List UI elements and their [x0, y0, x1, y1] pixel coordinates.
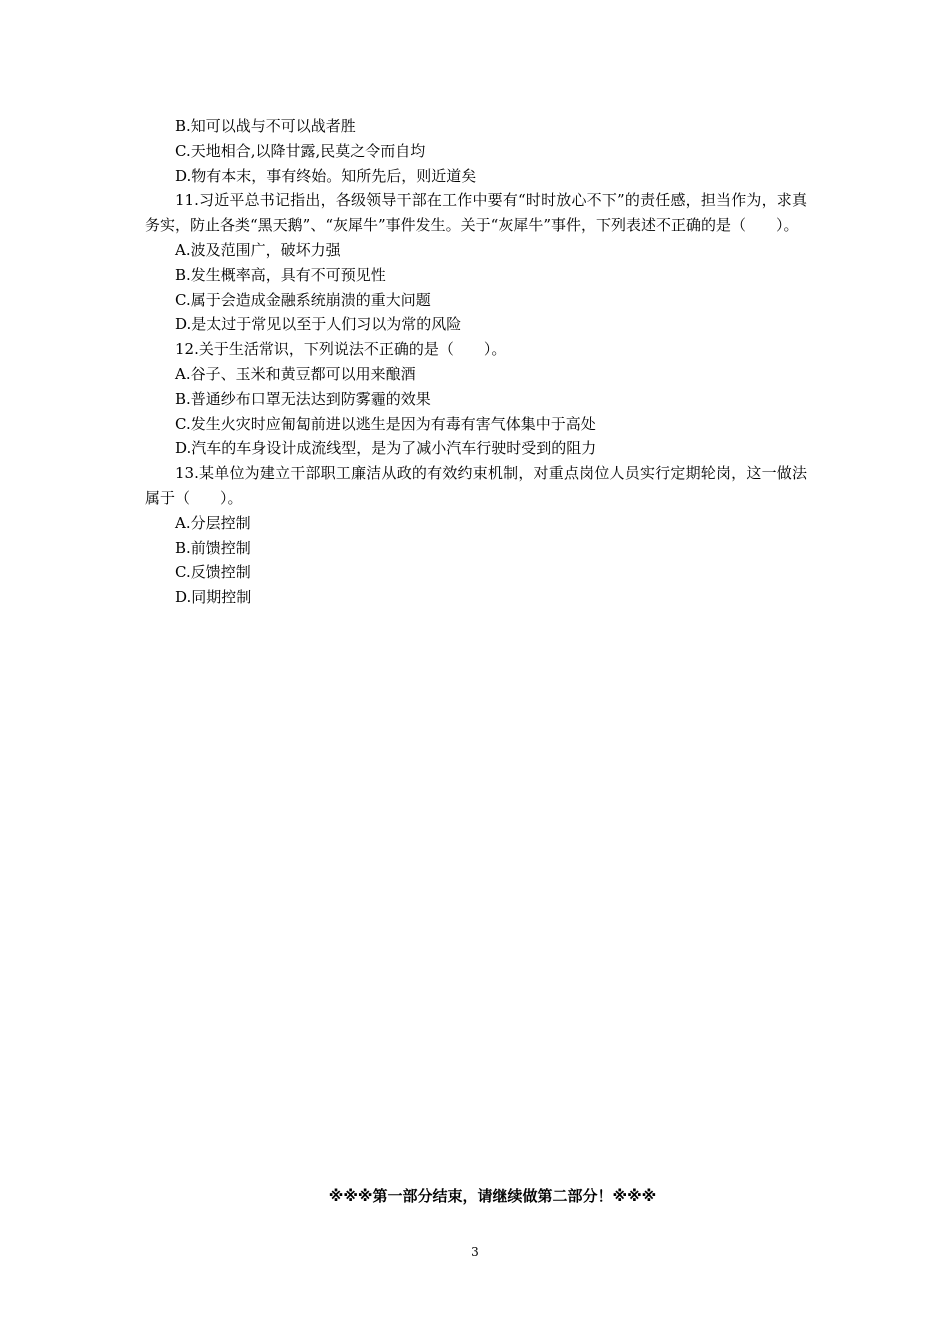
option-b-prev: B.知可以战与不可以战者胜 — [175, 117, 356, 135]
question-12-option-c: C.发生火灾时应匍匐前进以逃生是因为有毒有害气体集中于高处 — [175, 414, 596, 433]
question-12-option-a: A.谷子、玉米和黄豆都可以用来酿酒 — [175, 364, 416, 383]
question-11-option-b: B.发生概率高，具有不可预见性 — [175, 265, 386, 284]
question-13-stem: 13.某单位为建立干部职工廉洁从政的有效约束机制，对重点岗位人员实行定期轮岗，这一做法属于（ ）。 — [145, 464, 807, 507]
question-13-option-b: B.前馈控制 — [175, 538, 251, 557]
page-number: 3 — [471, 1245, 479, 1259]
section-end-note: ※※※第一部分结束，请继续做第二部分！※※※ — [328, 1187, 657, 1205]
question-13-option-c: C.反馈控制 — [175, 563, 251, 582]
question-12-stem: 12.关于生活常识，下列说法不正确的是（ ）。 — [175, 340, 507, 359]
question-12-option-b: B.普通纱布口罩无法达到防雾霾的效果 — [175, 389, 431, 408]
question-11-stem: 11.习近平总书记指出，各级领导干部在工作中要有“时时放心不下”的责任感，担当作为，求真务实，防止各类“黑天鹅”、“灰犀牛”事件发生。关于“灰犀牛”事件，下列表述不正确的是（ ）。 — [145, 191, 807, 235]
option-c-prev: C.天地相合,以降甘露,民莫之令而自均 — [175, 141, 426, 160]
question-content — [145, 114, 807, 610]
question-12-option-d: D.汽车的车身设计成流线型，是为了减小汽车行驶时受到的阻力 — [175, 439, 597, 458]
question-11-option-d: D.是太过于常见以至于人们习以为常的风险 — [175, 315, 462, 334]
question-11-option-a: A.波及范围广，破坏力强 — [175, 240, 341, 259]
question-13-option-d: D.同期控制 — [175, 588, 252, 607]
question-11-option-c: C.属于会造成金融系统崩溃的重大问题 — [175, 290, 431, 309]
option-d-prev: D.物有本末，事有终始。知所先后，则近道矣 — [175, 166, 477, 185]
question-13-option-a: A.分层控制 — [175, 513, 251, 532]
